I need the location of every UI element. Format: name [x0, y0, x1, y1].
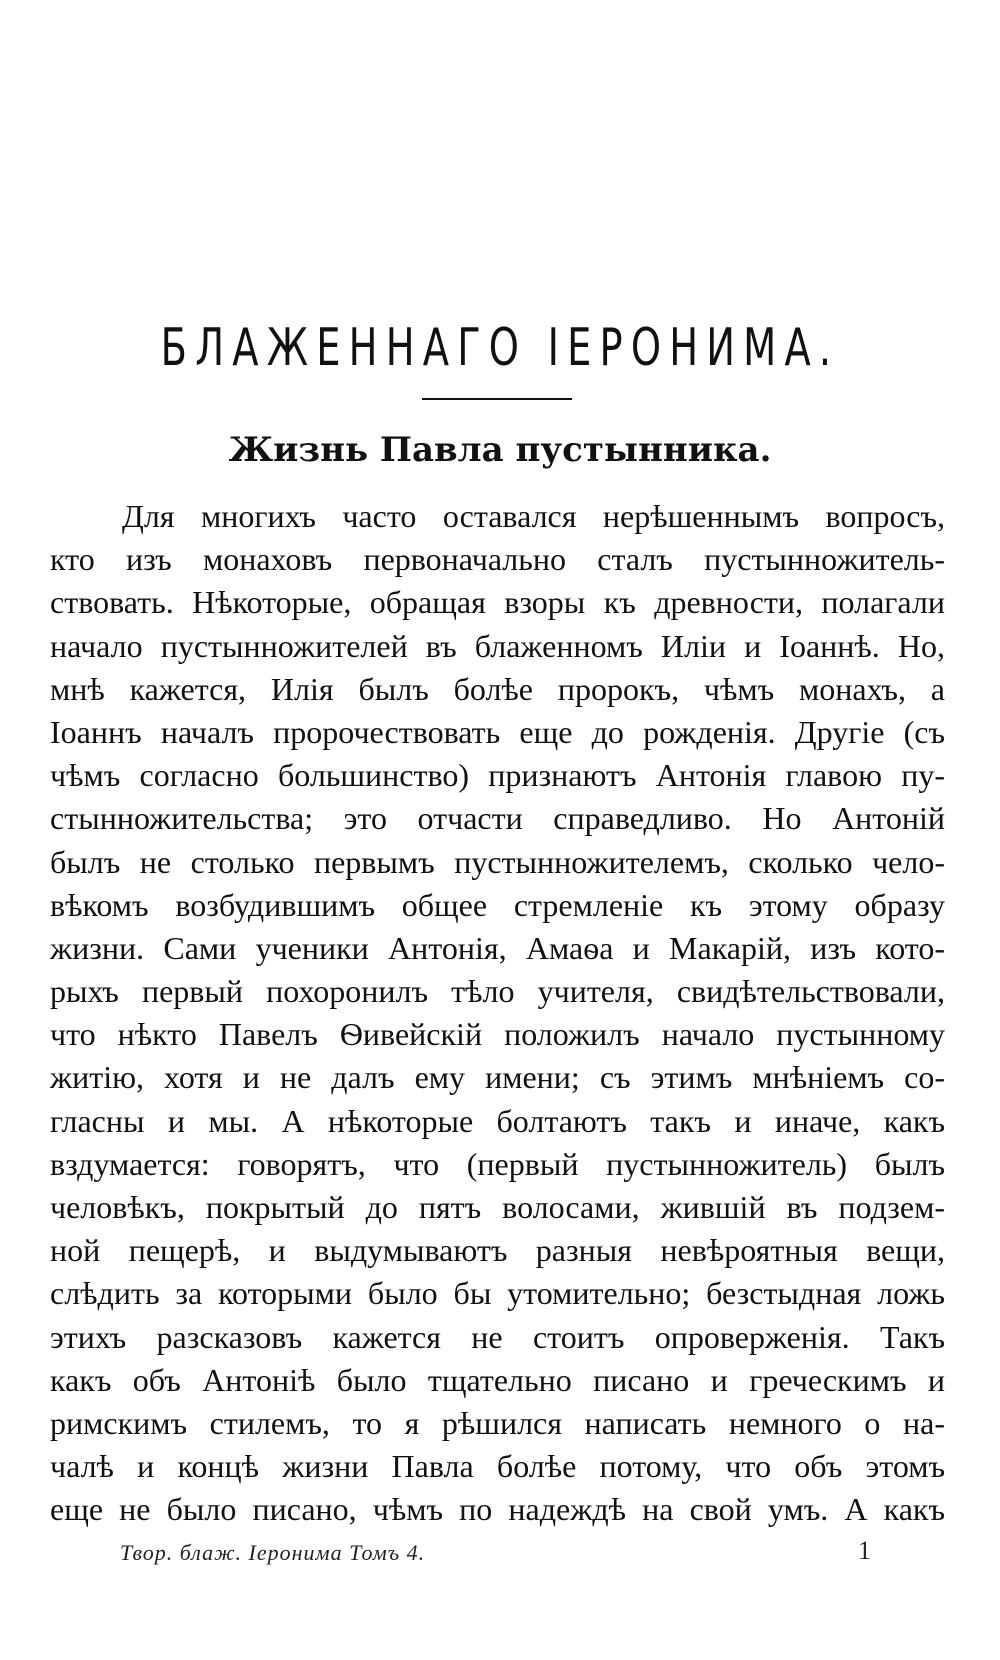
- text-line: мнѣ кажется, Илія былъ болѣе пророкъ, чѣмъ монахъ, а: [50, 670, 945, 707]
- text-line: чѣмъ согласно большинство) признаютъ Антонія главою пу-: [50, 757, 945, 794]
- text-line: вздумается: говорятъ, что (первый пустынножитель) былъ: [50, 1145, 945, 1182]
- text-line: ной пещерѣ, и выдумываютъ разныя невѣроятныя вещи,: [50, 1232, 945, 1269]
- text-line: стынножительства; это отчасти справедливо. Но Антоній: [50, 800, 945, 837]
- text-line: ствовать. Нѣкоторые, обращая взоры къ древности, полагали: [50, 584, 945, 621]
- text-line: слѣдить за которыми было бы утомительно; безстыдная ложь: [50, 1275, 945, 1312]
- text-line: вѣкомъ возбудившимъ общее стремленіе къ этому образу: [50, 886, 945, 923]
- text-line: начало пустынножителей въ блаженномъ Иліи и Іоаннѣ. Но,: [50, 627, 945, 664]
- chapter-title: Жизнь Павла пустынника.: [228, 430, 772, 470]
- text-line: чалѣ и концѣ жизни Павла болѣе потому, что объ этомъ: [50, 1448, 945, 1485]
- page-number: 1: [858, 1536, 871, 1565]
- text-line: рыхъ первый похоронилъ тѣло учителя, свидѣтельствовали,: [50, 973, 945, 1010]
- text-line: гласны и мы. А нѣкоторые болтаютъ такъ и иначе, какъ: [50, 1102, 945, 1139]
- text-line: Іоаннъ началъ пророчествовать еще до рожденія. Другіе (съ: [50, 713, 945, 750]
- text-line: что нѣкто Павелъ Ѳивейскій положилъ начало пустынному: [50, 1016, 945, 1053]
- text-line: какъ объ Антоніѣ было тщательно писано и греческимъ и: [50, 1361, 945, 1398]
- text-line: этихъ разсказовъ кажется не стоитъ опроверженія. Такъ: [50, 1318, 945, 1355]
- text-line: римскимъ стилемъ, то я рѣшился написать немного о на-: [50, 1404, 945, 1441]
- text-line: Для многихъ часто оставался нерѣшеннымъ вопросъ,: [122, 498, 945, 534]
- book-title: БЛАЖЕННАГО ІЕРОНИМА.: [160, 318, 840, 378]
- text-line: жизни. Сами ученики Антонія, Амаѳа и Макарій, изъ кото-: [50, 929, 945, 966]
- text-line: житію, хотя и не далъ ему имени; съ этимъ мнѣніемъ со-: [50, 1059, 945, 1096]
- text-line: былъ не столько первымъ пустынножителемъ, сколько чело-: [50, 843, 945, 880]
- text-line: кто изъ монаховъ первоначально сталъ пустынножитель-: [50, 541, 945, 578]
- text-line: человѣкъ, покрытый до пятъ волосами, жившій въ подзем-: [50, 1189, 945, 1225]
- footer-signature: Твор. блаж. Іеронима Томъ 4.: [120, 1540, 426, 1565]
- title-divider: [422, 398, 572, 400]
- body-text: [50, 495, 945, 1532]
- text-line: еще не было писано, чѣмъ по надеждѣ на свой умъ. А какъ: [50, 1491, 945, 1528]
